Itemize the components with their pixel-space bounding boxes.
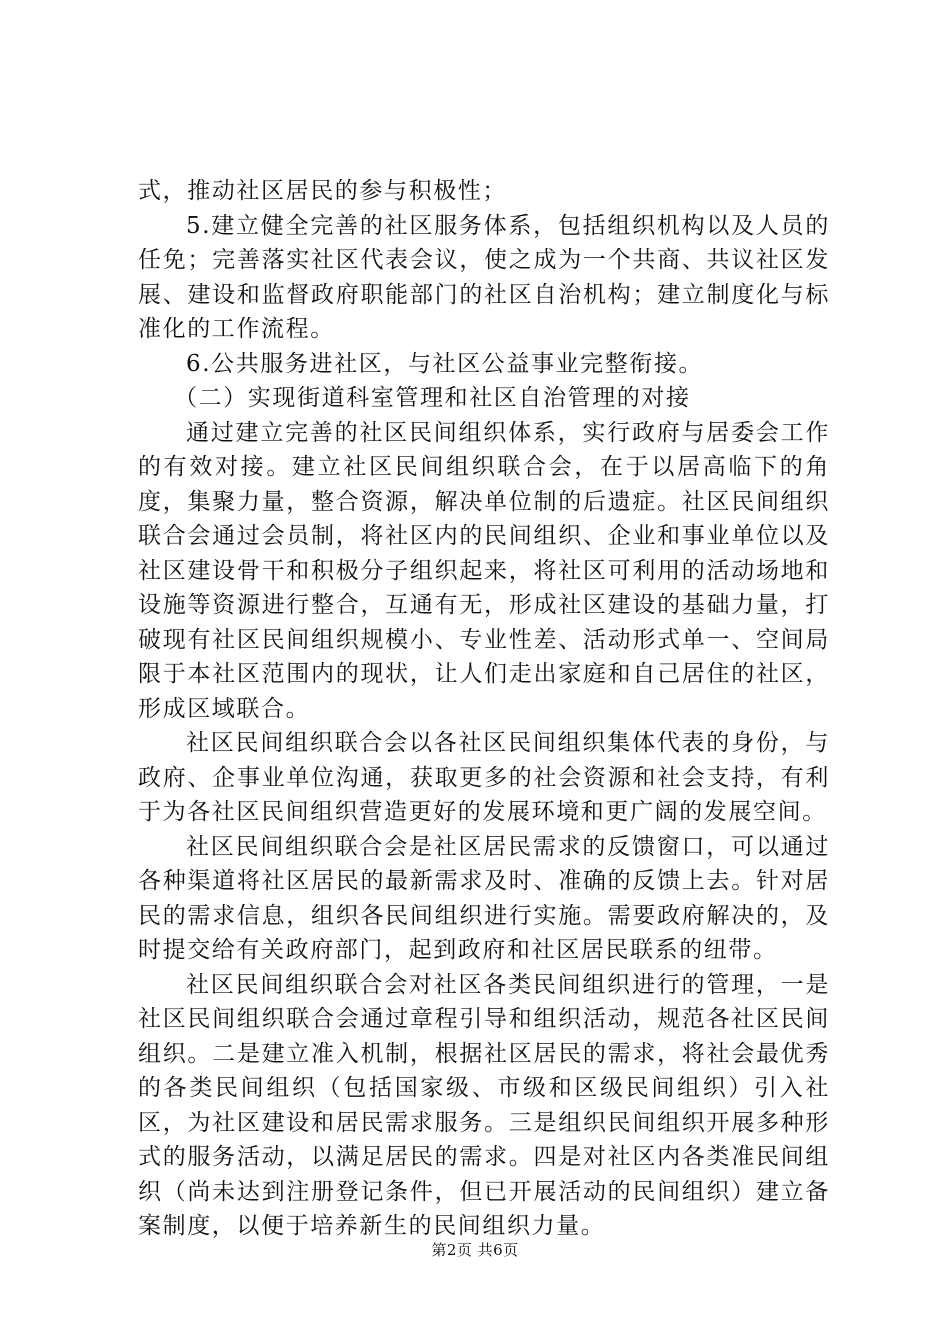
section-heading: （二）实现街道科室管理和社区自治管理的对接 <box>174 385 691 411</box>
document-body <box>138 174 830 1244</box>
paragraph-continuation: 式，推动社区居民的参与积极性； <box>138 178 507 204</box>
paragraph-body-2: 社区民间组织联合会以各社区民间组织集体代表的身份，与政府、企事业单位沟通，获取更多的社会资源和社会支持，有利于为各社区民间组织营造更好的发展环境和更广阔的发展空间。 <box>138 730 830 825</box>
paragraph-item-5: 5.建立健全完善的社区服务体系，包括组织机构以及人员的任免；完善落实社区代表会议，使之成为一个共商、共议社区发展、建设和监督政府职能部门的社区自治机构；建立制度化与标准化的工作流程。 <box>138 212 830 342</box>
page-footer: 第2页 共6页 <box>431 1241 519 1259</box>
paragraph-body-4: 社区民间组织联合会对社区各类民间组织进行的管理，一是社区民间组织联合会通过章程引导和组织活动，规范各社区民间组织。二是建立准入机制，根据社区居民的需求，将社会最优秀的各类民间组织（包括国家级、市级和区级民间组织）引入社区，为社区建设和居民需求服务。三是组织民间组织开展多种形式的服务活动，以满足居民的需求。四是对社区内各类准民间组织（尚未达到注册登记条件，但已开展活动的民间组织）建立备案制度，以便于培养新生的民间组织力量。 <box>138 971 830 1239</box>
paragraph-item-6: 6.公共服务进社区，与社区公益事业完整衔接。 <box>186 350 704 377</box>
paragraph-body-3: 社区民间组织联合会是社区居民需求的反馈窗口，可以通过各种渠道将社区居民的最新需求及时、准确的反馈上去。针对居民的需求信息，组织各民间组织进行实施。需要政府解决的，及时提交给有关政府部门，起到政府和社区居民联系的纽带。 <box>138 833 830 963</box>
paragraph-body-1: 通过建立完善的社区民间组织体系，实行政府与居委会工作的有效对接。建立社区民间组织联合会，在于以居高临下的角度，集聚力量，整合资源，解决单位制的后遗症。社区民间组织联合会通过会员制，将社区内的民间组织、企业和事业单位以及社区建设骨干和积极分子组织起来，将社区可利用的活动场地和设施等资源进行整合，互通有无，形成社区建设的基础力量，打破现有社区民间组织规模小、专业性差、活动形式单一、空间局限于本社区范围内的现状，让人们走出家庭和自己居住的社区，形成区域联合。 <box>138 419 830 722</box>
